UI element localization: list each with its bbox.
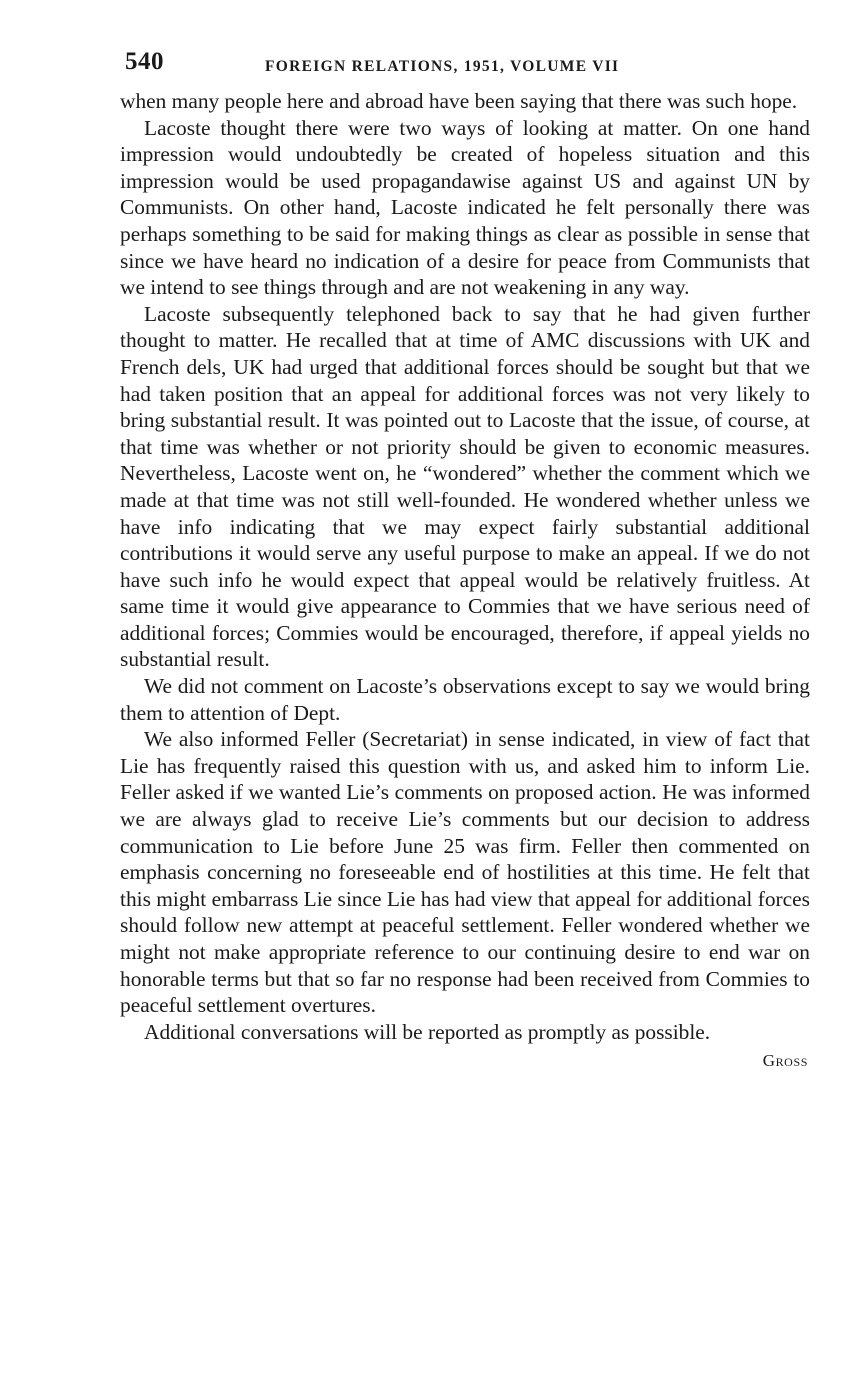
paragraph-closing: Additional conversations will be reported as promptly as possible. <box>144 1019 711 1044</box>
paragraph-continuation: when many people here and abroad have been saying that there was such hope. <box>120 89 798 113</box>
paragraph-no-comment: We did not comment on Lacoste’s observations except to say we would bring them to attention of Dept. <box>120 674 810 725</box>
paragraph-feller: We also informed Feller (Secretariat) in sense indicated, in view of fact that Lie has frequently raised this question with us, and asked him to inform Lie. Feller asked if we wanted Lie’s comments on proposed action. He was informed we are always glad to receive Lie’s comments but our decision to address communication to Lie before June 25 was firm. Feller then commented on emphasis concerning no foreseeable end of hostilities at this time. He felt that this might embarrass Lie since Lie has had view that appeal for additional forces should follow new attempt at peaceful settlement. Feller wondered whether we might not make appropriate reference to our continuing desire to end war on honorable terms but that so far no response had been received from Commies to peaceful settlement overtures. <box>120 727 810 1018</box>
signature: Gross <box>762 1051 808 1071</box>
running-title: FOREIGN RELATIONS, 1951, VOLUME VII <box>265 58 620 75</box>
document-page <box>120 48 810 1071</box>
page-number: 540 <box>125 48 164 75</box>
body-text <box>120 88 810 1045</box>
paragraph-lacoste-views: Lacoste thought there were two ways of looking at matter. On one hand impression would undoubtedly be created of hopeless situation and this impression would be used propagandawise against US and against UN by Communists. On other hand, Lacoste indicated he felt personally there was perhaps something to be said for making things as clear as possible in sense that since we have heard no indication of a desire for peace from Communists that we intend to see things through and are not weakening in any way. <box>120 115 810 300</box>
running-head <box>120 48 810 88</box>
paragraph-lacoste-telephone: Lacoste subsequently telephoned back to say that he had given further thought to matter. He recalled that at time of AMC discussions with UK and French dels, UK had urged that additional forces should be sought but that we had taken position that an appeal for additional forces was not very likely to bring substantial result. It was pointed out to Lacoste that the issue, of course, at that time was whether or not priority should be given to economic measures. Nevertheless, Lacoste went on, he “wondered” whether the comment which we made at that time was not still well-founded. He wondered whether unless we have info indicating that we may expect fairly substantial additional contributions it would serve any useful purpose to make an appeal. If we do not have such info he would expect that appeal would be relatively fruitless. At same time it would give appearance to Commies that we have serious need of additional forces; Commies would be encouraged, therefore, if appeal yields no substantial result. <box>120 301 810 672</box>
